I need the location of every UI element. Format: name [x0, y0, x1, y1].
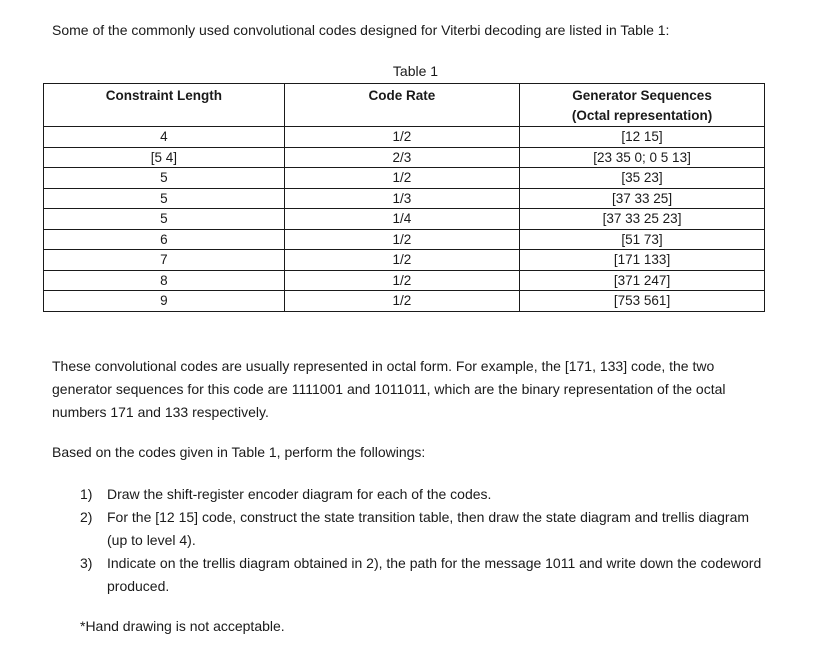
- table-header-row: [44, 84, 765, 127]
- cell-gen-7: [371 247]: [520, 270, 764, 291]
- generator-column: [520, 127, 765, 312]
- header-constraint-length: Constraint Length: [44, 84, 285, 127]
- cell-gen-5: [51 73]: [520, 229, 764, 250]
- header-gen-line2: (Octal representation): [571, 107, 713, 123]
- task-text: Indicate on the trellis diagram obtained in 2), the path for the message 1011 and write down the codeword produced.: [107, 555, 762, 594]
- generator-table: [43, 83, 765, 312]
- code-rate-column: [284, 127, 519, 312]
- task-number: 2): [80, 509, 93, 525]
- cell-k-3: 5: [44, 188, 284, 209]
- header-gen-line1: Generator Sequences: [572, 88, 712, 103]
- cell-k-1: [5 4]: [44, 147, 284, 168]
- cell-k-0: 4: [160, 129, 168, 144]
- cell-rate-2: 1/2: [285, 167, 519, 188]
- octal-explanation-paragraph: These convolutional codes are usually represented in octal form. For example, the [171, 133] code, the two generator sequences for this code are 1111001 and 1011011, which are the binary representation of the octal numbers 171 and 133 respectively.: [52, 358, 726, 420]
- task-number: 1): [80, 486, 93, 502]
- cell-gen-8: [753 561]: [520, 290, 764, 311]
- instructions-paragraph: Based on the codes given in Table 1, perform the followings:: [52, 444, 426, 460]
- cell-gen-0: [12 15]: [621, 129, 663, 144]
- cell-rate-6: 1/2: [285, 249, 519, 270]
- cell-rate-4: 1/4: [285, 208, 519, 229]
- cell-k-5: 6: [44, 229, 284, 250]
- cell-gen-1: [23 35 0; 0 5 13]: [520, 147, 764, 168]
- cell-rate-3: 1/3: [285, 188, 519, 209]
- task-number: 3): [80, 555, 93, 571]
- table-caption: Table 1: [392, 63, 439, 79]
- cell-k-8: 9: [44, 290, 284, 311]
- cell-gen-3: [37 33 25]: [520, 188, 764, 209]
- cell-rate-0: 1/2: [392, 129, 412, 144]
- cell-gen-6: [171 133]: [520, 249, 764, 270]
- task-list: [80, 483, 770, 598]
- cell-k-4: 5: [44, 208, 284, 229]
- header-code-rate: Code Rate: [284, 84, 519, 127]
- cell-rate-8: 1/2: [285, 290, 519, 311]
- cell-rate-5: 1/2: [285, 229, 519, 250]
- cell-gen-4: [37 33 25 23]: [520, 208, 764, 229]
- cell-gen-2: [35 23]: [520, 167, 764, 188]
- constraint-length-column: [44, 127, 285, 312]
- task-item: [80, 483, 770, 506]
- cell-k-7: 8: [44, 270, 284, 291]
- cell-k-6: 7: [44, 249, 284, 270]
- intro-text: Some of the commonly used convolutional codes designed for Viterbi decoding are listed in Table 1:: [52, 22, 670, 38]
- cell-rate-1: 2/3: [285, 147, 519, 168]
- task-text: Draw the shift-register encoder diagram for each of the codes.: [107, 486, 492, 502]
- cell-rate-7: 1/2: [285, 270, 519, 291]
- task-item: [80, 552, 770, 598]
- task-item: [80, 506, 770, 552]
- hand-drawing-note: *Hand drawing is not acceptable.: [80, 618, 285, 634]
- task-text: For the [12 15] code, construct the state transition table, then draw the state diagram and trellis diagram (up to level 4).: [107, 509, 750, 548]
- table-body-row: [44, 127, 765, 312]
- header-generator-sequences: [520, 84, 765, 127]
- cell-k-2: 5: [44, 167, 284, 188]
